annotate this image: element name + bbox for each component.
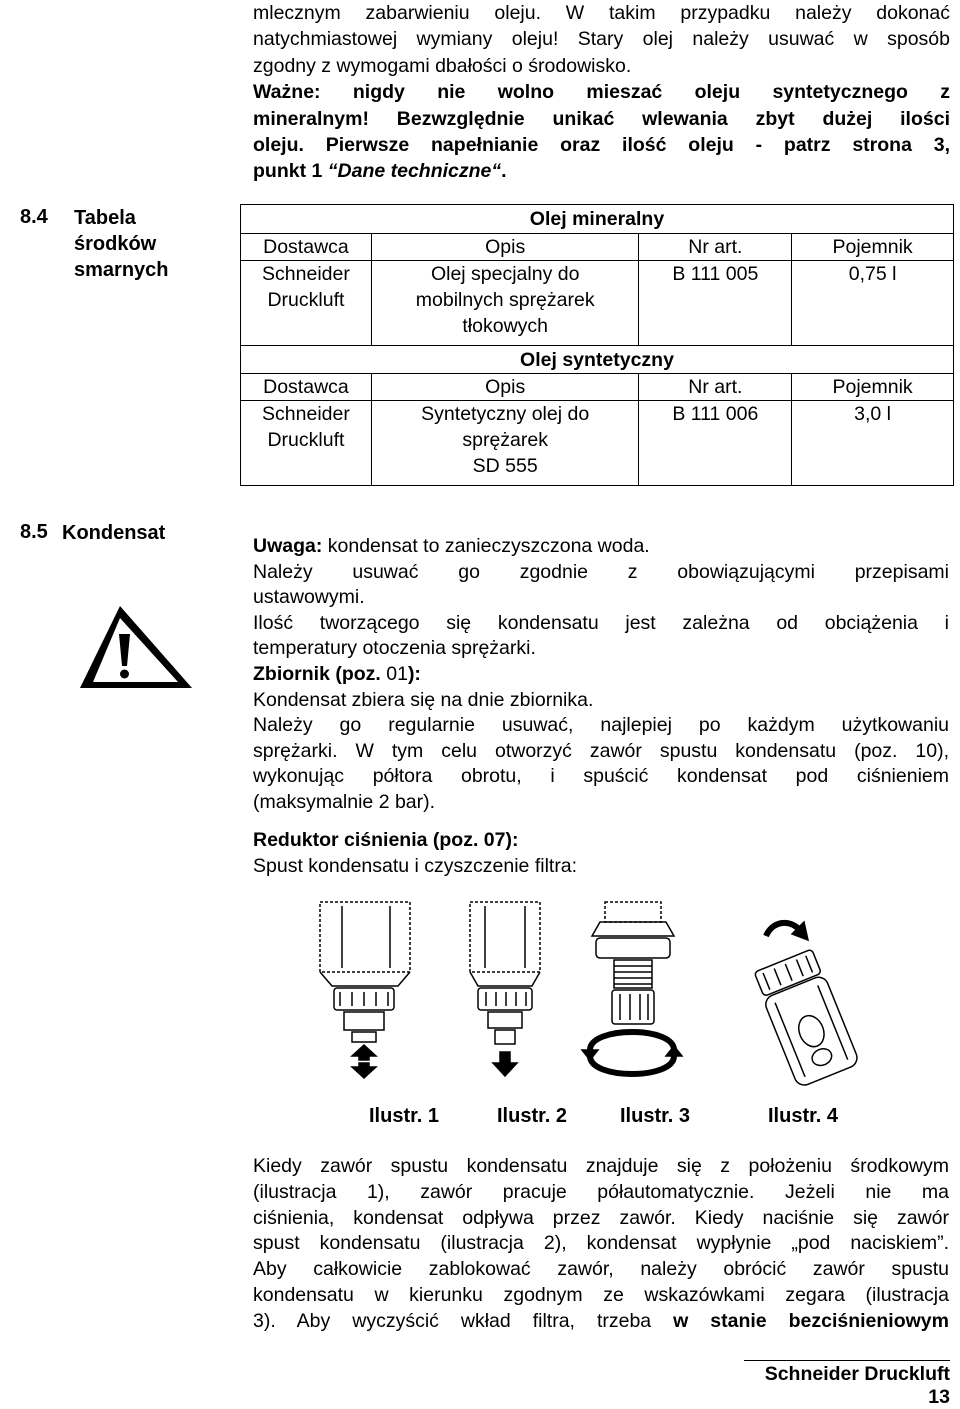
synthetic-oil-title: Olej syntetyczny [241, 346, 954, 374]
warning-icon [80, 606, 192, 690]
valve-line-3: ciśnienia, kondensat odpływa przez zawór. Kiedy naciśnie się zawór [253, 1206, 949, 1229]
mineral-supplier [241, 261, 372, 346]
mineral-data-row [241, 261, 954, 346]
tank-text: Kondensat zbiera się na dnie zbiornika. [253, 688, 594, 711]
col-header-description-2: Opis [371, 374, 639, 401]
tank-heading [253, 662, 949, 688]
lubricants-table [240, 204, 954, 486]
disposal-line-1: Należy usuwać go zgodnie z obowiązującymi przepisami [253, 560, 949, 583]
intro-line-3: zgodny z wymogami dbałości o środowisko. [253, 54, 632, 77]
condensate-warning [253, 534, 949, 560]
synthetic-data-row [241, 401, 954, 486]
important-line-2: mineralnym! Bezwzględnie unikać wlewania zbyt dużej ilości [253, 107, 950, 130]
mineral-article-number: B 111 005 [639, 261, 792, 346]
synthetic-desc-line-3: SD 555 [472, 455, 538, 477]
synthetic-header-row [241, 374, 954, 401]
reference-end: . [501, 160, 507, 183]
drain-line-3: wykonując półtora obrotu, i spuścić kondensat pod ciśnieniem [253, 765, 949, 788]
col-header-supplier: Dostawca [241, 234, 372, 261]
illustration-1 [312, 900, 422, 1100]
col-header-description: Opis [371, 234, 639, 261]
condensate-text [253, 534, 949, 816]
important-label: Ważne: [253, 81, 321, 104]
illustration-2 [460, 900, 550, 1100]
synthetic-article-number: B 111 006 [639, 401, 792, 486]
mineral-description [371, 261, 639, 346]
valve-line-6: kondensatu w kierunku zgodnym ze wskazówkami zegara (ilustracja [253, 1283, 949, 1306]
tank-label-number: 01 [386, 662, 408, 685]
synthetic-supplier [241, 401, 372, 486]
important-line-1 [253, 79, 950, 105]
tank-label-b: ): [407, 662, 421, 685]
mineral-desc-line-2: mobilnych sprężarek [415, 289, 595, 311]
intro-paragraph [253, 0, 950, 185]
section-85-title: Kondensat [62, 522, 166, 544]
disposal-line-2: ustawowymi. [253, 586, 365, 609]
section-85-number: 8.5 [20, 521, 48, 543]
section-84-title-line-3: smarnych [74, 259, 169, 281]
reducer-text: Spust kondensatu i czyszczenie filtra: [253, 854, 578, 877]
tank-label-a: Zbiornik (poz. [253, 662, 387, 685]
illustration-3 [570, 900, 690, 1100]
caption-illustration-3: Ilustr. 3 [620, 1105, 691, 1127]
intro-line-1: mlecznym zabarwieniu oleju. W takim przypadku należy dokonać [253, 2, 950, 24]
section-84-number: 8.4 [20, 206, 48, 228]
col-header-article-2: Nr art. [639, 374, 792, 401]
mineral-oil-title: Olej mineralny [241, 205, 954, 234]
mineral-title-row [241, 205, 954, 234]
important-text-1: nigdy nie wolno mieszać oleju syntetycznego z [320, 81, 950, 104]
col-header-container-2: Pojemnik [792, 374, 954, 401]
col-header-article: Nr art. [639, 234, 792, 261]
important-line-3: oleju. Pierwsze napełnianie oraz ilość oleju - patrz strona 3, [253, 133, 950, 156]
warning-text: kondensat to zanieczyszczona woda. [322, 535, 650, 557]
section-84-title [74, 205, 169, 283]
col-header-container: Pojemnik [792, 234, 954, 261]
drain-line-1: Należy go regularnie usuwać, najlepiej po każdym użytkowaniu [253, 714, 949, 737]
reducer-heading: Reduktor ciśnienia (poz. 07): [253, 829, 519, 851]
mineral-desc-line-3: tłokowych [462, 315, 548, 337]
valve-line-7-text: 3). Aby wyczyścić wkład filtra, trzeba [253, 1309, 674, 1332]
valve-operation-paragraph [253, 1154, 949, 1335]
intro-line-2: natychmiastowej wymiany oleju! Stary olej należy usuwać w sposób [253, 28, 950, 51]
valve-line-4: spust kondensatu (ilustracja 2), kondensat wypłynie „pod naciskiem”. [253, 1232, 949, 1255]
caption-illustration-1: Ilustr. 1 [369, 1105, 440, 1127]
synthetic-container: 3,0 l [792, 401, 954, 486]
page-footer: Schneider Druckluft 13 [744, 1360, 950, 1409]
important-line-4 [253, 158, 950, 184]
synthetic-desc-line-2: sprężarek [462, 429, 548, 451]
amount-line-1: Ilość tworzącego się kondensatu jest zależna od obciążenia i [253, 611, 949, 634]
synthetic-desc-line-1: Syntetyczny olej do [421, 403, 590, 425]
valve-line-5: Aby całkowicie zablokować zawór, należy obrócić zawór spustu [253, 1258, 949, 1281]
mineral-supplier-line-2: Druckluft [267, 289, 345, 311]
synthetic-supplier-line-1: Schneider [262, 403, 350, 425]
valve-line-7-bold: w stanie bezciśnieniowym [673, 1309, 949, 1332]
important-text-4: punkt 1 [253, 160, 328, 183]
valve-line-7 [253, 1309, 949, 1335]
synthetic-supplier-line-2: Druckluft [267, 429, 345, 451]
valve-line-1: Kiedy zawór spustu kondensatu znajduje się z położeniu środkowym [253, 1155, 949, 1177]
section-84-title-line-2: środków [74, 233, 157, 255]
reducer-block [253, 828, 949, 879]
illustration-4 [710, 900, 860, 1100]
synthetic-title-row [241, 346, 954, 374]
amount-line-2: temperatury otoczenia sprężarki. [253, 637, 536, 660]
caption-illustration-4: Ilustr. 4 [768, 1105, 839, 1127]
mineral-supplier-line-1: Schneider [262, 263, 350, 285]
drain-line-4: (maksymalnie 2 bar). [253, 790, 436, 813]
warning-label: Uwaga: [253, 535, 323, 557]
drain-line-2: sprężarki. W tym celu otworzyć zawór spustu kondensatu (poz. 10), [253, 739, 949, 762]
caption-illustration-2: Ilustr. 2 [497, 1105, 568, 1127]
mineral-container: 0,75 l [792, 261, 954, 346]
section-84-title-line-1: Tabela [74, 207, 136, 229]
technical-data-reference: “Dane techniczne“ [327, 160, 502, 183]
mineral-header-row [241, 234, 954, 261]
synthetic-description [371, 401, 639, 486]
mineral-desc-line-1: Olej specjalny do [430, 263, 580, 285]
valve-line-2: (ilustracja 1), zawór pracuje półautomatycznie. Jeżeli nie ma [253, 1180, 949, 1203]
col-header-supplier-2: Dostawca [241, 374, 372, 401]
